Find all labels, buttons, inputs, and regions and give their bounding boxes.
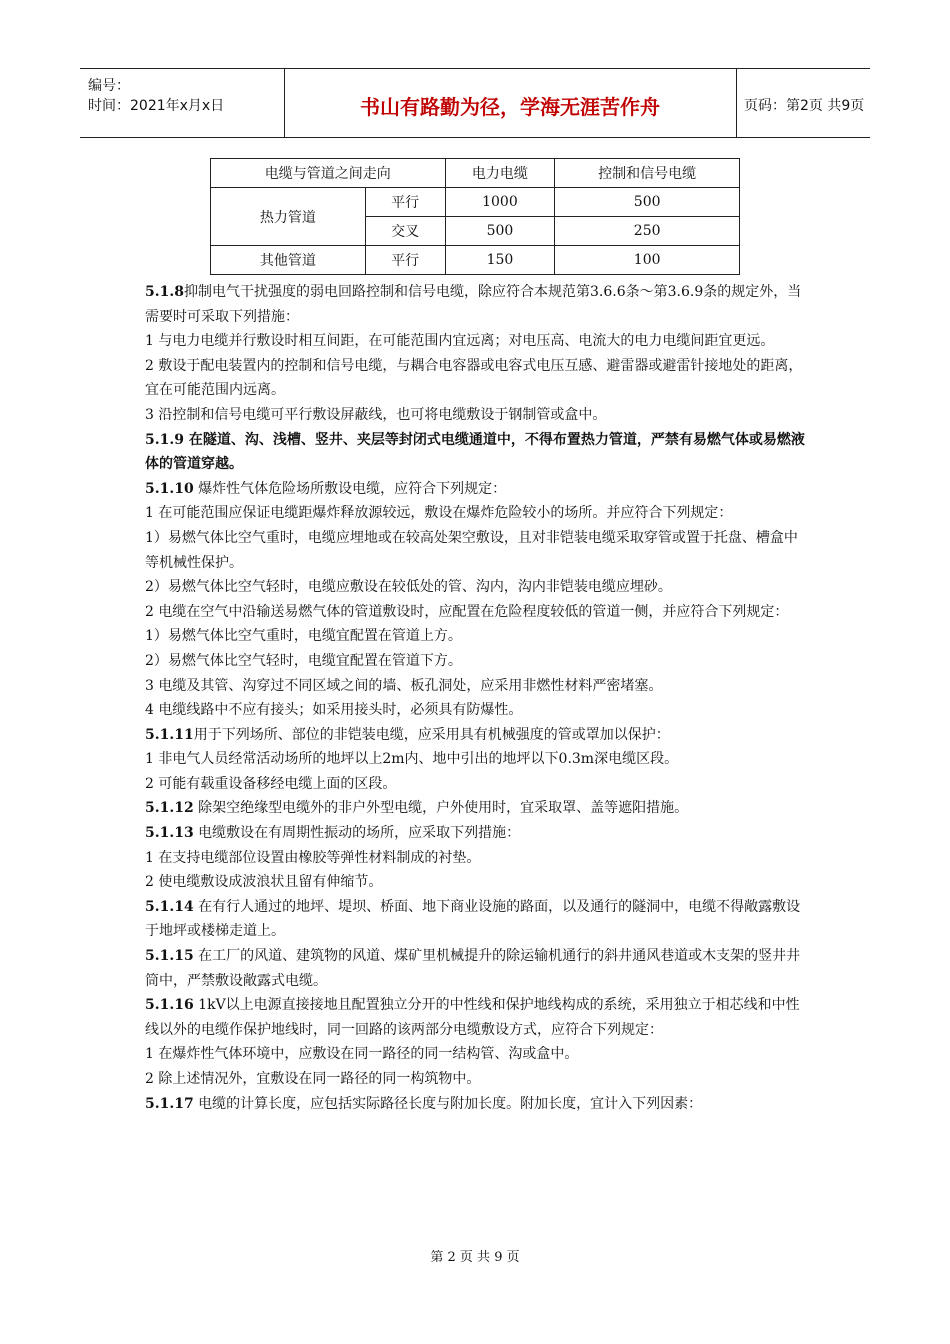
clause-paragraph-bold (145, 428, 810, 477)
clause-paragraph (145, 944, 810, 993)
table-cell-pipe: 其他管道 (211, 246, 366, 275)
clause-text: 在隧道、沟、浅槽、竖井、夹层等封闭式电缆通道中，不得布置热力管道，严禁有易燃气体或易燃液体的管道穿越。 (145, 431, 805, 473)
clause-text: 在有行人通过的地坪、堤坝、桥面、地下商业设施的路面，以及通行的隧洞中，电缆不得敞露敷设于地坪或楼梯走道上。 (145, 898, 801, 940)
clause-number: 5.1.16 (145, 997, 194, 1014)
clause-paragraph (145, 1092, 810, 1117)
table-header-cell: 电力电缆 (445, 159, 555, 188)
table-cell-power: 500 (445, 217, 555, 246)
clause-item: 1 在爆炸性气体环境中，应敷设在同一路径的同一结构管、沟或盒中。 (145, 1046, 579, 1063)
clause-item: 1）易燃气体比空气重时，电缆应埋地或在较高处架空敷设，且对非铠装电缆采取穿管或置于托盘、槽盒中等机械性保护。 (145, 529, 798, 571)
clause-paragraph (145, 821, 810, 846)
cable-spacing-table (210, 158, 740, 275)
clause-item: 3 沿控制和信号电缆可平行敷设屏蔽线，也可将电缆敷设于钢制管或盒中。 (145, 406, 607, 423)
clause-text: 1kV以上电源直接接地且配置独立分开的中性线和保护地线构成的系统，采用独立于相芯线和中性线以外的电缆作保护地线时，同一回路的该两部分电缆敷设方式，应符合下列规定： (145, 997, 800, 1038)
clause-item: 1）易燃气体比空气重时，电缆宜配置在管道上方。 (145, 628, 462, 645)
clause-item: 1 在可能范围应保证电缆距爆炸释放源较远，敷设在爆炸危险较小的场所。并应符合下列规定： (145, 505, 733, 522)
header-meta-cell (80, 69, 285, 137)
clause-number: 5.1.11 (145, 726, 194, 743)
clause-number: 5.1.9 (145, 431, 184, 448)
table-cell-power: 1000 (445, 188, 555, 217)
clause-text: 爆炸性气体危险场所敷设电缆，应符合下列规定： (198, 480, 507, 497)
clause-item: 1 在支持电缆部位设置由橡胶等弹性材料制成的衬垫。 (145, 849, 481, 866)
table-header-cell: 电缆与管道之间走向 (211, 159, 446, 188)
clause-text: 除架空绝缘型电缆外的非户外型电缆，户外使用时，宜采取罩、盖等遮阳措施。 (198, 800, 689, 817)
clause-paragraph (145, 993, 810, 1042)
table-header-row (211, 159, 740, 188)
clause-number: 5.1.10 (145, 480, 194, 497)
clause-item: 3 电缆及其管、沟穿过不同区域之间的墙、板孔洞处，应采用非燃性材料严密堵塞。 (145, 677, 663, 694)
table-cell-direction: 平行 (365, 246, 445, 275)
clause-number: 5.1.13 (145, 825, 194, 842)
table-header-cell: 控制和信号电缆 (555, 159, 740, 188)
clause-item: 2 电缆在空气中沿输送易燃气体的管道敷设时，应配置在危险程度较低的管道一侧，并应符合下列规定： (145, 603, 789, 620)
page-header (80, 68, 870, 138)
table-cell-pipe: 热力管道 (211, 188, 366, 246)
header-page-info: 页码：第2页 共9页 (744, 98, 865, 114)
clause-item: 2 可能有载重设备移经电缆上面的区段。 (145, 775, 397, 792)
doc-date-label: 时间：2021年x月x日 (88, 98, 225, 114)
clause-number: 5.1.14 (145, 898, 194, 915)
header-page-cell (736, 69, 870, 137)
table-cell-control: 250 (555, 217, 740, 246)
clause-number: 5.1.15 (145, 948, 194, 965)
clause-item: 2 使电缆敷设成波浪状且留有伸缩节。 (145, 874, 383, 891)
clause-item: 1 与电力电缆并行敷设时相互间距，在可能范围内宜远离；对电压高、电流大的电力电缆间距宜更远。 (145, 333, 775, 350)
page-footer: 第 2 页 共 9 页 (430, 1250, 520, 1265)
clause-paragraph (145, 280, 810, 329)
clause-text: 电缆的计算长度，应包括实际路径长度与附加长度。附加长度，宜计入下列因素： (198, 1095, 703, 1112)
clause-text: 用于下列场所、部位的非铠装电缆，应采用具有机械强度的管或罩加以保护： (193, 726, 670, 743)
clause-number: 5.1.12 (145, 800, 194, 817)
table-cell-power: 150 (445, 246, 555, 275)
clause-item: 2）易燃气体比空气轻时，电缆宜配置在管道下方。 (145, 652, 462, 669)
clause-text: 电缆敷设在有周期性振动的场所，应采取下列措施： (198, 825, 521, 842)
clause-item: 4 电缆线路中不应有接头；如采用接头时，必须具有防爆性。 (145, 702, 523, 719)
clause-paragraph (145, 477, 810, 502)
clause-text: 在工厂的风道、建筑物的风道、煤矿里机械提升的除运输机通行的斜井通风巷道或木支架的竖井井筒中，严禁敷设敞露式电缆。 (145, 948, 801, 989)
clause-number: 5.1.17 (145, 1095, 194, 1112)
header-motto: 书山有路勤为径，学海无涯苦作舟 (360, 95, 660, 119)
clause-text: 抑制电气干扰强度的弱电回路控制和信号电缆，除应符合本规范第3.6.6条～第3.6.9条的规定外，当需要时可采取下列措施： (145, 284, 802, 325)
document-body (145, 280, 810, 1116)
doc-number-label: 编号： (88, 78, 130, 94)
table-cell-control: 100 (555, 246, 740, 275)
clause-paragraph (145, 723, 810, 748)
clause-paragraph (145, 796, 810, 821)
table-row (211, 246, 740, 275)
clause-item: 2）易燃气体比空气轻时，电缆应敷设在较低处的管、沟内，沟内非铠装电缆应埋砂。 (145, 579, 672, 596)
table-row (211, 188, 740, 217)
table-cell-control: 500 (555, 188, 740, 217)
clause-paragraph (145, 895, 810, 944)
clause-item: 1 非电气人员经常活动场所的地坪以上2m内、地中引出的地坪以下0.3m深电缆区段。 (145, 751, 679, 768)
clause-item: 2 除上述情况外，宜敷设在同一路径的同一构筑物中。 (145, 1071, 481, 1087)
clause-number: 5.1.8 (145, 284, 184, 300)
table-cell-direction: 交叉 (365, 217, 445, 246)
clause-item: 2 敷设于配电装置内的控制和信号电缆，与耦合电容器或电容式电压互感、避雷器或避雷针接地处的距离，宜在可能范围内远离。 (145, 357, 803, 399)
header-motto-cell (284, 69, 737, 137)
table-cell-direction: 平行 (365, 188, 445, 217)
